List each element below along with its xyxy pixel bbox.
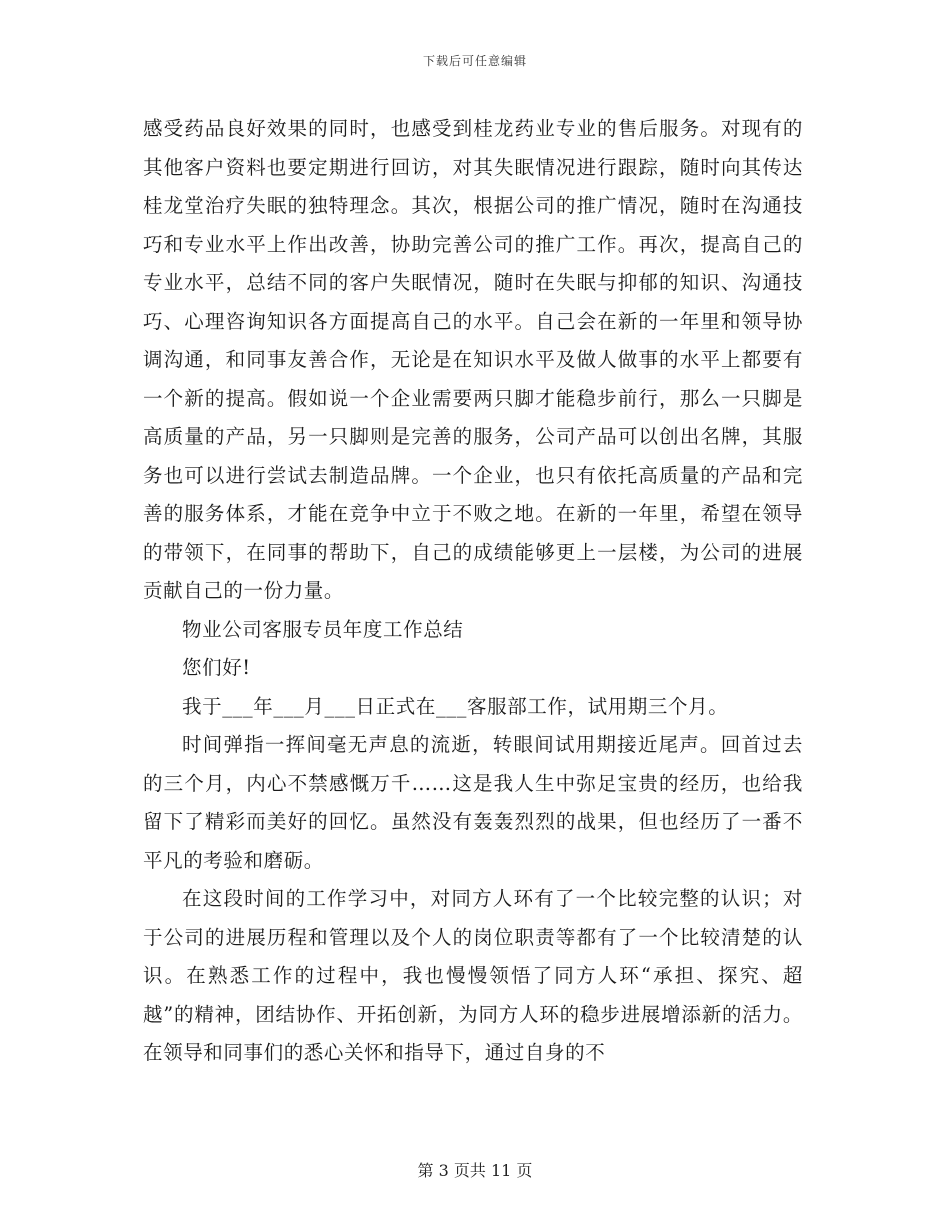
document-body	[143, 110, 803, 1073]
paragraph-learning: 在这段时间的工作学习中，对同方人环有了一个比较完整的认识；对于公司的进展历程和管理以及个人的岗位职责等都有了一个比较清楚的认识。在熟悉工作的过程中，我也慢慢领悟了同方人环“承担、探究、超越”的精神，团结协作、开拓创新，为同方人环的稳步进展增添新的活力。在领导和同事们的悉心关怀和指导下，通过自身的不	[143, 887, 803, 1064]
page-header: 下载后可任意编辑	[422, 54, 527, 68]
page-number: 第 3 页共 11 页	[417, 1161, 533, 1180]
paragraph-start-date: 我于___年___月___日正式在___客服部工作，试用期三个月。	[182, 694, 729, 718]
greeting: 您们好!	[182, 656, 251, 679]
section-title: 物业公司客服专员年度工作总结	[182, 617, 464, 641]
paragraph-continuation: 感受药品良好效果的同时，也感受到桂龙药业专业的售后服务。对现有的其他客户资料也要定期进行回访，对其失眠情况进行跟踪，随时向其传达桂龙堂治疗失眠的独特理念。其次，根据公司的推广情况，随时在沟通技巧和专业水平上作出改善，协助完善公司的推广工作。再次，提高自己的专业水平，总结不同的客户失眠情况，随时在失眠与抑郁的知识、沟通技巧、心理咨询知识各方面提高自己的水平。自己会在新的一年里和领导协调沟通，和同事友善合作，无论是在知识水平及做人做事的水平上都要有一个新的提高。假如说一个企业需要两只脚才能稳步前行，那么一只脚是高质量的产品，另一只脚则是完善的服务，公司产品可以创出名牌，其服务也可以进行尝试去制造品牌。一个企业，也只有依托高质量的产品和完善的服务体系，才能在竞争中立于不败之地。在新的一年里，希望在领导的带领下，在同事的帮助下，自己的成绩能够更上一层楼，为公司的进展贡献自己的一份力量。	[143, 117, 803, 602]
paragraph-reflection: 时间弹指一挥间毫无声息的流逝，转眼间试用期接近尾声。回首过去的三个月，内心不禁感慨万千……这是我人生中弥足宝贵的经历，也给我留下了精彩而美好的回忆。虽然没有轰轰烈烈的战果，但也经历了一番不平凡的考验和磨砺。	[143, 733, 803, 872]
